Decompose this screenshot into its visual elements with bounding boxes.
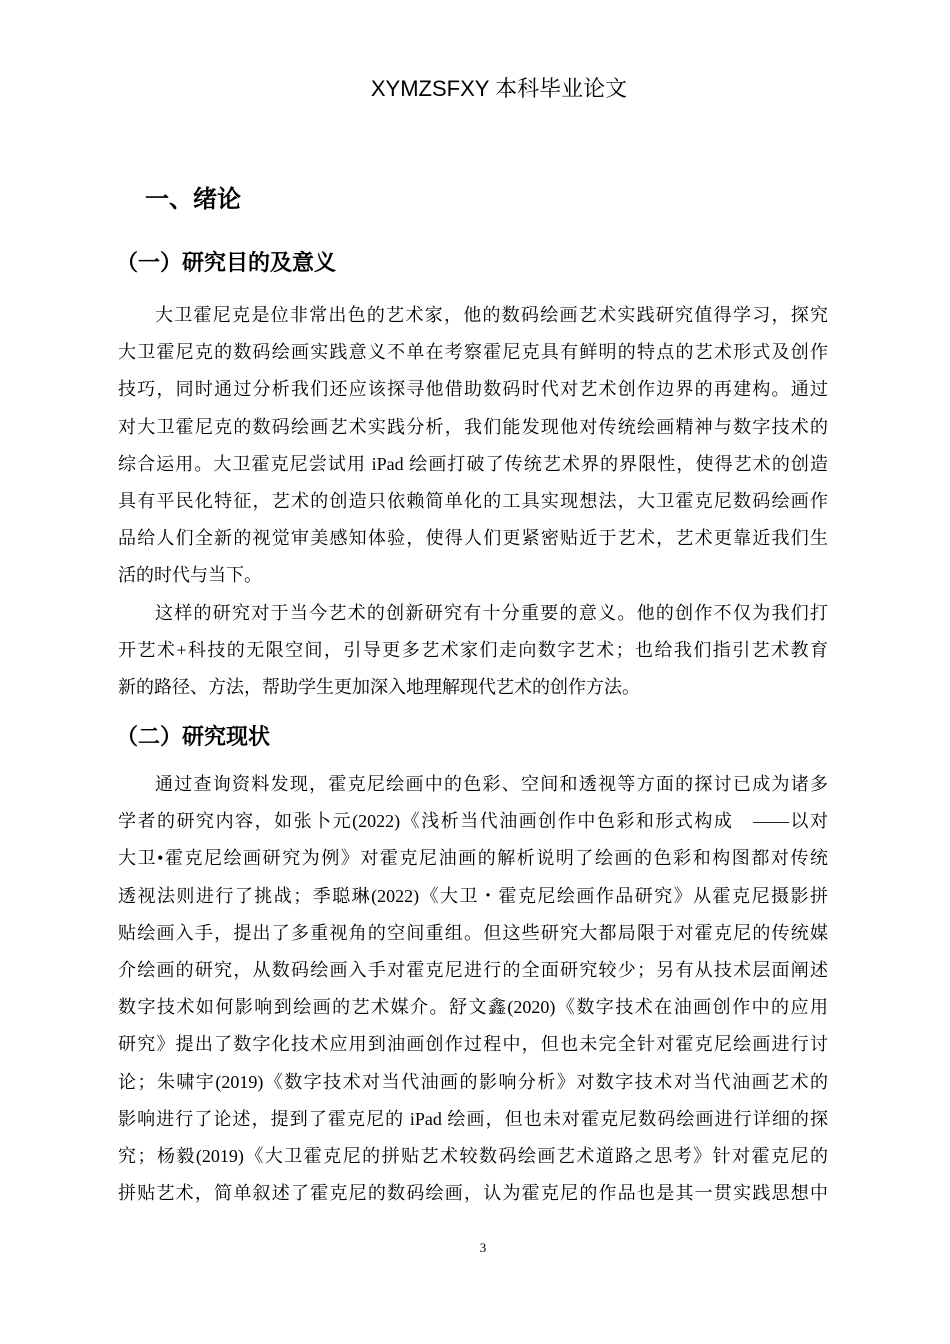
paragraph-line: 综合运用。大卫霍克尼尝试用 iPad 绘画打破了传统艺术界的界限性，使得艺术的创造 xyxy=(118,453,828,474)
paragraph xyxy=(118,595,828,707)
paragraph-line: 影响进行了论述，提到了霍克尼的 iPad 绘画，但也未对霍克尼数码绘画进行详细的探 xyxy=(118,1108,828,1129)
paragraph-line: 介绘画的研究，从数码绘画入手对霍克尼进行的全面研究较少；另有从技术层面阐述 xyxy=(118,960,828,981)
paragraph-line: 贴绘画入手，提出了多重视角的空间重组。但这些研究大都局限于对霍克尼的传统媒 xyxy=(118,922,828,943)
section-body-status xyxy=(118,766,828,1212)
paragraph-line: 这样的研究对于当今艺术的创新研究有十分重要的意义。他的创作不仅为我们打 xyxy=(155,602,828,623)
section-heading-status: （二）研究现状 xyxy=(116,724,271,749)
paragraph-line: 对大卫霍尼克的数码绘画艺术实践分析，我们能发现他对传统绘画精神与数字技术的 xyxy=(118,416,828,437)
paragraph-line: 具有平民化特征，艺术的创造只依赖简单化的工具实现想法，大卫霍克尼数码绘画作 xyxy=(118,491,828,512)
paragraph-line: 究；杨毅(2019)《大卫霍克尼的拼贴艺术较数码绘画艺术道路之思考》针对霍克尼的 xyxy=(118,1146,828,1167)
paragraph-line: 通过查询资料发现，霍克尼绘画中的色彩、空间和透视等方面的探讨已成为诸多 xyxy=(155,774,828,794)
paragraph-line: 研究》提出了数字化技术应用到油画创作过程中，但也未完全针对霍克尼绘画进行讨 xyxy=(118,1034,828,1055)
paragraph xyxy=(118,766,828,1212)
paragraph-line: 技巧，同时通过分析我们还应该探寻他借助数码时代对艺术创作边界的再建构。通过 xyxy=(118,379,828,400)
paragraph-line: 拼贴艺术，简单叙述了霍克尼的数码绘画，认为霍克尼的作品也是其一贯实践思想中 xyxy=(118,1183,828,1204)
paragraph-line: 开艺术+科技的无限空间，引导更多艺术家们走向数字艺术；也给我们指引艺术教育 xyxy=(118,639,828,660)
paragraph xyxy=(118,297,828,595)
paragraph-line: 大卫霍尼克的数码绘画实践意义不单在考察霍尼克具有鲜明的特点的艺术形式及创作 xyxy=(118,342,828,363)
chapter-heading: 一、绪论 xyxy=(145,186,241,213)
paragraph-line: 活的时代与当下。 xyxy=(118,565,262,586)
paragraph-line: 新的路径、方法，帮助学生更加深入地理解现代艺术的创作方法。 xyxy=(118,677,640,698)
page-number: 3 xyxy=(479,1240,487,1255)
paragraph-line: 透视法则进行了挑战；季聪琳(2022)《大卫・霍克尼绘画作品研究》从霍克尼摄影拼 xyxy=(118,885,828,906)
paragraph-line: 大卫霍尼克是位非常出色的艺术家，他的数码绘画艺术实践研究值得学习，探究 xyxy=(155,305,828,325)
paragraph-line: 大卫•霍克尼绘画研究为例》对霍克尼油画的解析说明了绘画的色彩和构图都对传统 xyxy=(118,848,828,869)
paragraph-line: 论；朱啸宇(2019)《数字技术对当代油画的影响分析》对数字技术对当代油画艺术的 xyxy=(118,1071,828,1092)
paragraph-line: 学者的研究内容，如张卜元(2022)《浅析当代油画创作中色彩和形式构成 ——以对 xyxy=(118,811,828,832)
section-heading-purpose: （一）研究目的及意义 xyxy=(116,250,337,275)
paragraph-line: 品给人们全新的视觉审美感知体验，使得人们更紧密贴近于艺术，艺术更靠近我们生 xyxy=(118,528,828,549)
section-body-purpose xyxy=(118,297,828,706)
paragraph-line: 数字技术如何影响到绘画的艺术媒介。舒文鑫(2020)《数字技术在油画创作中的应用 xyxy=(118,997,828,1018)
running-header: XYMZSFXY 本科毕业论文 xyxy=(370,76,628,101)
